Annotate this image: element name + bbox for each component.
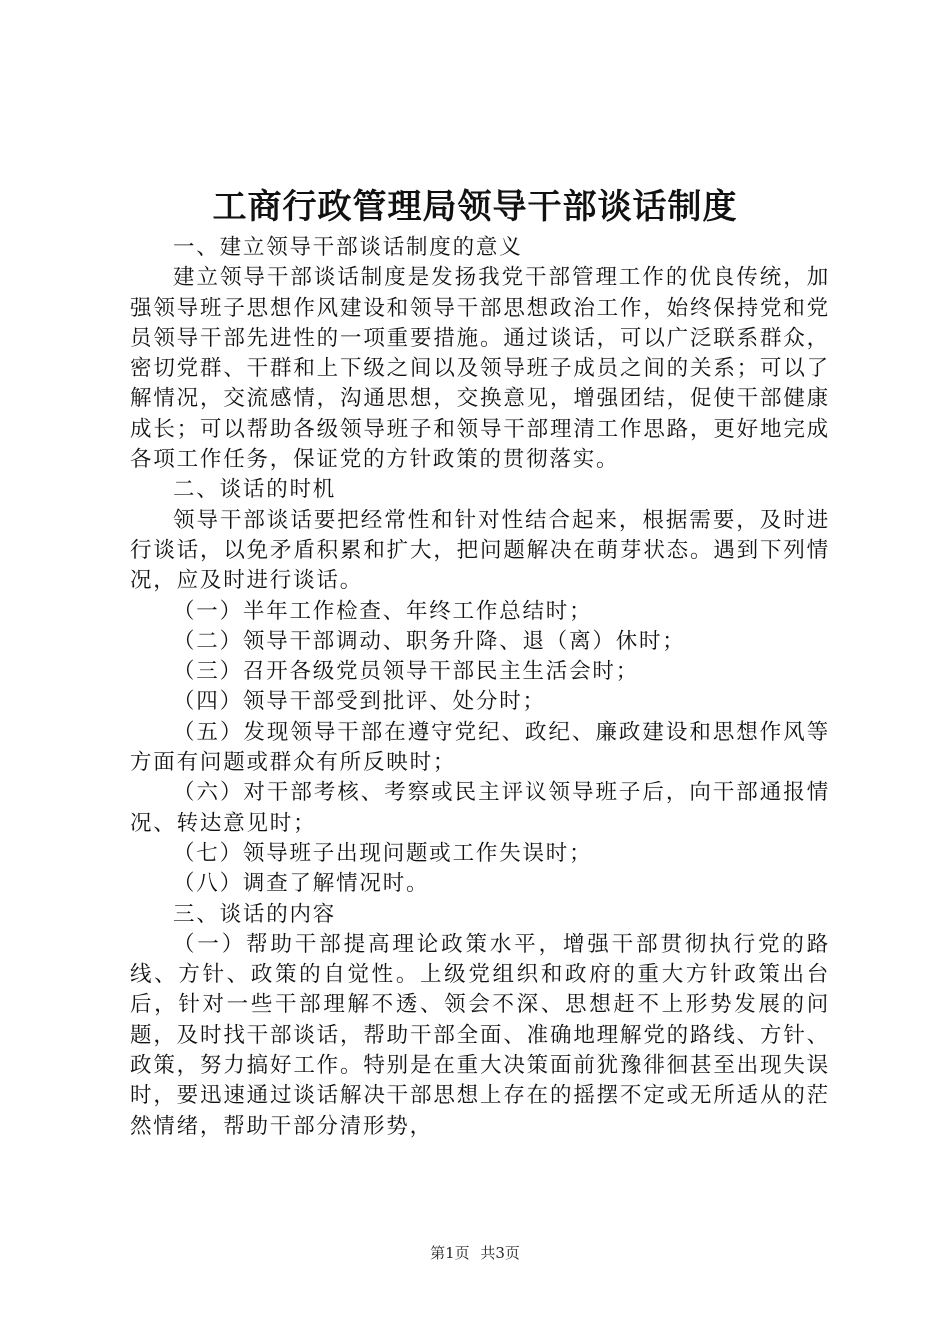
list-item: （三）召开各级党员领导干部民主生活会时； xyxy=(173,659,640,685)
page-number: 第1页 xyxy=(430,1244,470,1262)
list-item: （四）领导干部受到批评、处分时； xyxy=(173,689,546,715)
document-title: 工商行政管理局领导干部谈话制度 xyxy=(212,187,738,227)
page-total: 共3页 xyxy=(480,1244,520,1262)
list-item: （六）对干部考核、考察或民主评议领导班子后，向干部通报情况、转达意见时； xyxy=(130,780,830,836)
list-item: （一）半年工作检查、年终工作总结时； xyxy=(173,598,593,624)
page-footer xyxy=(0,1243,950,1263)
paragraph: 建立领导干部谈话制度是发扬我党干部管理工作的优良传统，加强领导班子思想作风建设和领导干部思想政治工作，始终保持党和党员领导干部先进性的一项重要措施。通过谈话，可以广泛联系群众，密切党群、干群和上下级之间以及领导班子成员之间的关系；可以了解情况，交流感情，沟通思想，交换意见，增强团结，促使干部健康成长；可以帮助各级领导班子和领导干部理清工作思路，更好地完成各项工作任务，保证党的方针政策的贯彻落实。 xyxy=(130,265,830,473)
paragraph: （一）帮助干部提高理论政策水平，增强干部贯彻执行党的路线、方针、政策的自觉性。上级党组织和政府的重大方针政策出台后，针对一些干部理解不透、领会不深、思想赶不上形势发展的问题，及时找干部谈话，帮助干部全面、准确地理解党的路线、方针、政策，努力搞好工作。特别是在重大决策面前犹豫徘徊甚至出现失误时，要迅速通过谈话解决干部思想上存在的摇摆不定或无所适从的茫然情绪，帮助干部分清形势， xyxy=(130,931,830,1139)
document-body xyxy=(130,233,830,1142)
section-heading-1: 一、建立领导干部谈话制度的意义 xyxy=(173,235,523,260)
paragraph: 领导干部谈话要把经常性和针对性结合起来，根据需要，及时进行谈话，以免矛盾积累和扩大，把问题解决在萌芽状态。遇到下列情况，应及时进行谈话。 xyxy=(130,507,830,594)
section-heading-3: 三、谈话的内容 xyxy=(173,901,337,927)
list-item: （五）发现领导干部在遵守党纪、政纪、廉政建设和思想作风等方面有问题或群众有所反映时； xyxy=(130,719,830,776)
section-heading-2: 二、谈话的时机 xyxy=(173,477,337,503)
list-item: （八）调查了解情况时。 xyxy=(173,871,430,897)
list-item: （二）领导干部调动、职务升降、退（离）休时； xyxy=(173,628,686,654)
list-item: （七）领导班子出现问题或工作失误时； xyxy=(173,840,593,866)
